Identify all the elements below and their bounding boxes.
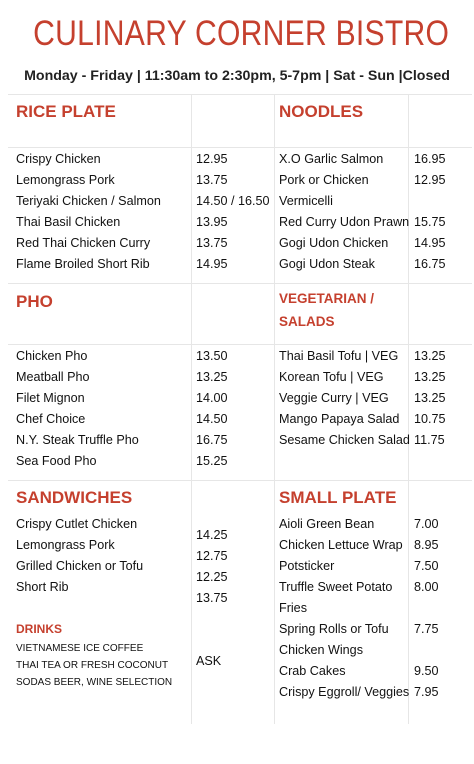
menu-item-name: Chicken Lettuce Wrap <box>279 538 403 552</box>
menu-item-name: Potsticker <box>279 559 335 573</box>
menu-item-name: Vermicelli <box>279 194 333 208</box>
menu-item-name: Thai Basil Tofu | VEG <box>279 349 399 363</box>
menu-item-price: 14.25 <box>196 528 228 542</box>
section-title: SANDWICHES <box>16 488 133 507</box>
menu-item-price: 14.00 <box>196 391 228 405</box>
menu-item-name: Red Curry Udon Prawn <box>279 215 410 229</box>
menu-item-price: 14.50 / 16.50 <box>196 194 270 208</box>
menu-item-name: Thai Basil Chicken <box>16 215 121 229</box>
menu-item-name: Lemongrass Pork <box>16 538 115 552</box>
menu-item-price: 7.50 <box>414 559 439 573</box>
menu-item-name: Sesame Chicken Salad <box>279 433 410 447</box>
menu-item-name: Flame Broiled Short Rib <box>16 257 150 271</box>
menu-item-price: 13.25 <box>414 370 446 384</box>
drink-line: THAI TEA OR FRESH COCONUT <box>16 660 169 671</box>
section-title: PHO <box>16 292 53 311</box>
menu-item-name: Red Thai Chicken Curry <box>16 236 151 250</box>
menu-item-name: Fries <box>279 601 307 615</box>
grid-line-col2 <box>274 94 275 724</box>
menu-item-price: 13.75 <box>196 236 228 250</box>
menu-item-name: Teriyaki Chicken / Salmon <box>16 194 161 208</box>
opening-hours: Monday - Friday | 11:30am to 2:30pm, 5-7pm | Sat - Sun |Closed <box>24 68 450 84</box>
grid-line-col3 <box>408 94 409 724</box>
menu-item-price: 16.95 <box>414 152 446 166</box>
grid-line-row2 <box>8 283 472 284</box>
menu-item-name: Grilled Chicken or Tofu <box>16 559 144 573</box>
menu-item-price: 10.75 <box>414 412 446 426</box>
menu-item-name: Chicken Pho <box>16 349 88 363</box>
menu-item-price: 13.75 <box>196 173 228 187</box>
section-title: NOODLES <box>279 102 364 121</box>
grid-line-top <box>8 94 472 95</box>
grid-line-row3 <box>8 344 472 345</box>
menu-item-price: 12.95 <box>414 173 446 187</box>
menu-item-name: Filet Mignon <box>16 391 85 405</box>
section-title: SMALL PLATE <box>279 488 397 507</box>
menu-item-price: 12.75 <box>196 549 228 563</box>
menu-item-name: Crab Cakes <box>279 664 346 678</box>
drink-line: SODAS BEER, WINE SELECTION <box>16 677 173 688</box>
menu-item-price: 14.95 <box>414 236 446 250</box>
menu-item-price: 14.50 <box>196 412 228 426</box>
menu-item-name: Lemongrass Pork <box>16 173 115 187</box>
menu-item-name: Short Rib <box>16 580 69 594</box>
section-title: DRINKS <box>16 622 63 636</box>
menu-item-name: Mango Papaya Salad <box>279 412 400 426</box>
menu-item-name: Spring Rolls or Tofu <box>279 622 389 636</box>
menu-item-name: Pork or Chicken <box>279 173 369 187</box>
menu-item-price: 7.75 <box>414 622 439 636</box>
menu-item-price: 13.25 <box>414 391 446 405</box>
menu-item-price: 13.75 <box>196 591 228 605</box>
grid-line-col1 <box>191 94 192 724</box>
menu-item-price: 13.95 <box>196 215 228 229</box>
menu-item-price: 7.95 <box>414 685 439 699</box>
menu-item-name: Truffle Sweet Potato <box>279 580 393 594</box>
section-title-continued: SALADS <box>279 314 335 329</box>
menu-item-price: 9.50 <box>414 664 439 678</box>
menu-item-price: 14.95 <box>196 257 228 271</box>
menu-item-name: Crispy Chicken <box>16 152 101 166</box>
menu-item-price: 15.25 <box>196 454 228 468</box>
grid-line-row1 <box>8 147 472 148</box>
menu-item-price: 15.75 <box>414 215 446 229</box>
menu-item-name: N.Y. Steak Truffle Pho <box>16 433 139 447</box>
menu-item-price: 16.75 <box>196 433 228 447</box>
menu-item-price: 13.25 <box>196 370 228 384</box>
menu-item-price: 12.95 <box>196 152 228 166</box>
section-title: RICE PLATE <box>16 102 116 121</box>
menu-item-name: Veggie Curry | VEG <box>279 391 389 405</box>
menu-item-name: Crispy Eggroll/ Veggies <box>279 685 410 699</box>
menu-item-name: Chef Choice <box>16 412 86 426</box>
menu-item-price: 11.75 <box>414 433 445 447</box>
menu-item-price: 8.95 <box>414 538 439 552</box>
drink-line: VIETNAMESE ICE COFFEE <box>16 643 144 654</box>
menu-item-name: Gogi Udon Chicken <box>279 236 389 250</box>
menu-item-price: 16.75 <box>414 257 446 271</box>
restaurant-name: CULINARY CORNER BISTRO <box>33 14 450 53</box>
grid-line-row4 <box>8 480 472 481</box>
menu-item-price: 8.00 <box>414 580 439 594</box>
menu-item-name: Gogi Udon Steak <box>279 257 375 271</box>
menu-item-name: Meatball Pho <box>16 370 90 384</box>
menu-item-name: Sea Food Pho <box>16 454 97 468</box>
drinks-price: ASK <box>196 654 222 668</box>
menu-item-price: 13.50 <box>196 349 228 363</box>
menu-item-name: Crispy Cutlet Chicken <box>16 517 138 531</box>
menu-item-name: Korean Tofu | VEG <box>279 370 384 384</box>
menu-item-price: 7.00 <box>414 517 439 531</box>
menu-item-name: Aioli Green Bean <box>279 517 375 531</box>
menu-item-name: Chicken Wings <box>279 643 363 657</box>
menu-item-price: 12.25 <box>196 570 228 584</box>
menu-item-price: 13.25 <box>414 349 446 363</box>
menu-item-name: X.O Garlic Salmon <box>279 152 384 166</box>
section-title: VEGETARIAN / <box>279 291 375 306</box>
